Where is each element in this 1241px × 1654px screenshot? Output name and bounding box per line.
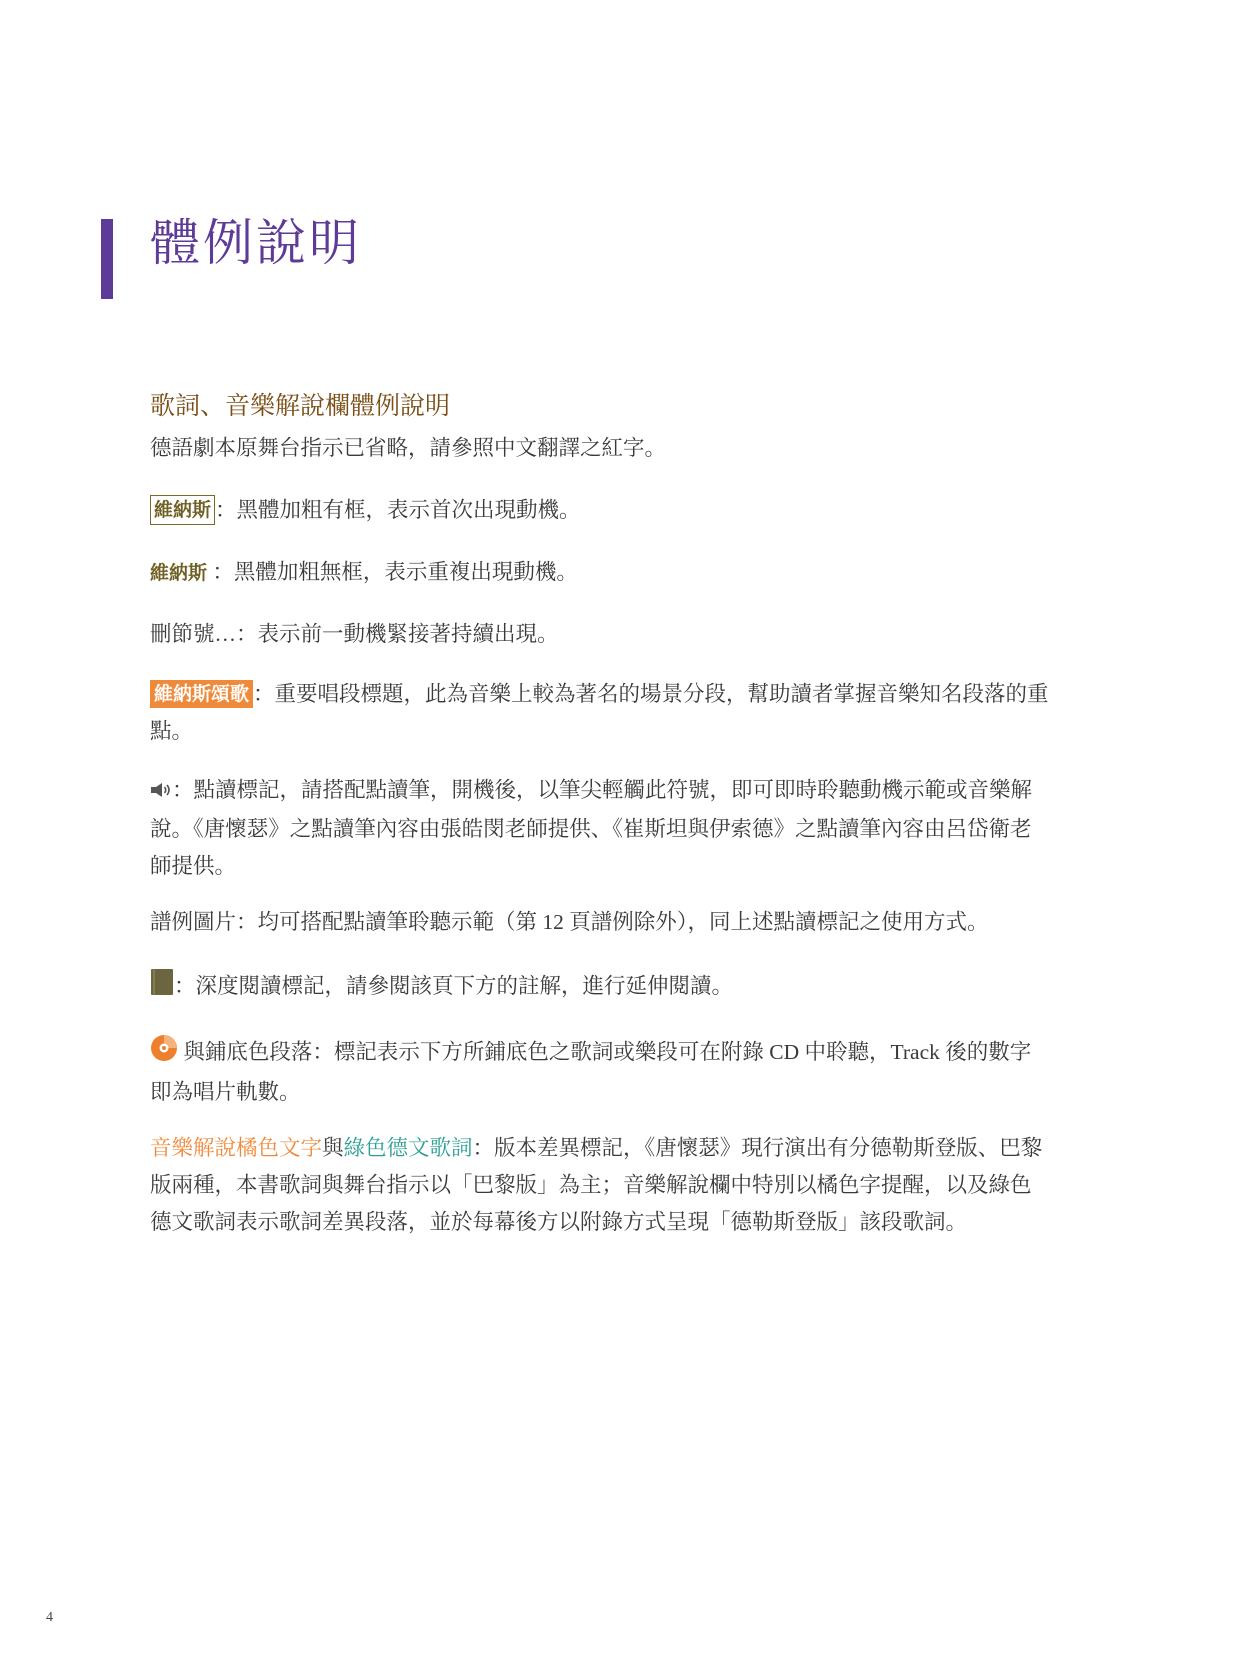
motif-plain-label: 維納斯 <box>150 562 208 584</box>
aria-title-label: 維納斯頌歌 <box>150 680 253 708</box>
section-heading: 歌詞、音樂解說欄體例說明 <box>150 391 451 420</box>
deep-reading-text: ：深度閱讀標記，請參閱該頁下方的註解，進行延伸閱讀。 <box>174 974 734 998</box>
motif-boxed-item <box>150 492 1050 529</box>
motif-plain-text: ：黑體加粗無框，表示重複出現動機。 <box>212 560 578 584</box>
speaker-mark-item <box>150 772 1050 885</box>
speaker-icon <box>150 774 172 811</box>
score-example-text: 譜例圖片：均可搭配點讀筆聆聽示範（第 12 頁譜例除外），同上述點讀標記之使用方式。 <box>150 910 989 934</box>
motif-boxed-text: ：黑體加粗有框，表示首次出現動機。 <box>215 498 581 522</box>
cd-mark-text: 與鋪底色段落：標記表示下方所鋪底色之歌詞或樂段可在附錄 CD 中聆聽，Track 後的數字即為唱片軌數。 <box>150 1040 1032 1105</box>
cd-mark-item <box>150 1034 1050 1111</box>
page-number: 4 <box>46 1610 53 1625</box>
cd-icon <box>150 1034 178 1074</box>
ellipsis-item <box>150 616 1050 653</box>
version-connector: 與 <box>322 1136 344 1160</box>
intro-paragraph <box>150 430 1050 467</box>
orange-text-sample: 音樂解說橘色文字 <box>150 1136 323 1160</box>
speaker-mark-text: ：點讀標記，請搭配點讀筆，開機後，以筆尖輕觸此符號，即可即時聆聽動機示範或音樂解說。《唐懷瑟》之點讀筆內容由張皓閔老師提供、《崔斯坦與伊索德》之點讀筆內容由呂岱衛老師提供。 <box>150 778 1033 878</box>
page-title: 體例說明 <box>150 214 362 272</box>
intro-text: 德語劇本原舞台指示已省略，請參照中文翻譯之紅字。 <box>150 436 667 460</box>
green-text-sample: 綠色德文歌詞 <box>343 1136 473 1160</box>
deep-reading-item <box>150 968 1050 1008</box>
book-icon <box>150 968 174 1008</box>
aria-title-item <box>150 676 1050 750</box>
aria-title-text: ：重要唱段標題，此為音樂上較為著名的場景分段，幫助讀者掌握音樂知名段落的重點。 <box>150 682 1049 743</box>
score-example-item <box>150 904 1050 941</box>
version-note-text: ：版本差異標記，《唐懷瑟》現行演出有分德勒斯登版、巴黎版兩種，本書歌詞與舞台指示以「巴黎版」為主；音樂解說欄中特別以橘色字提醒，以及綠色德文歌詞表示歌詞差異段落，並於每幕後方以附錄方式呈現「德勒斯登版」該段歌詞。 <box>150 1136 1043 1234</box>
ellipsis-text: 刪節號…：表示前一動機緊接著持續出現。 <box>150 622 559 646</box>
version-note-item <box>150 1130 1050 1241</box>
motif-plain-item <box>150 554 1050 592</box>
motif-boxed-label: 維納斯 <box>150 495 215 525</box>
title-accent-bar <box>101 219 113 299</box>
